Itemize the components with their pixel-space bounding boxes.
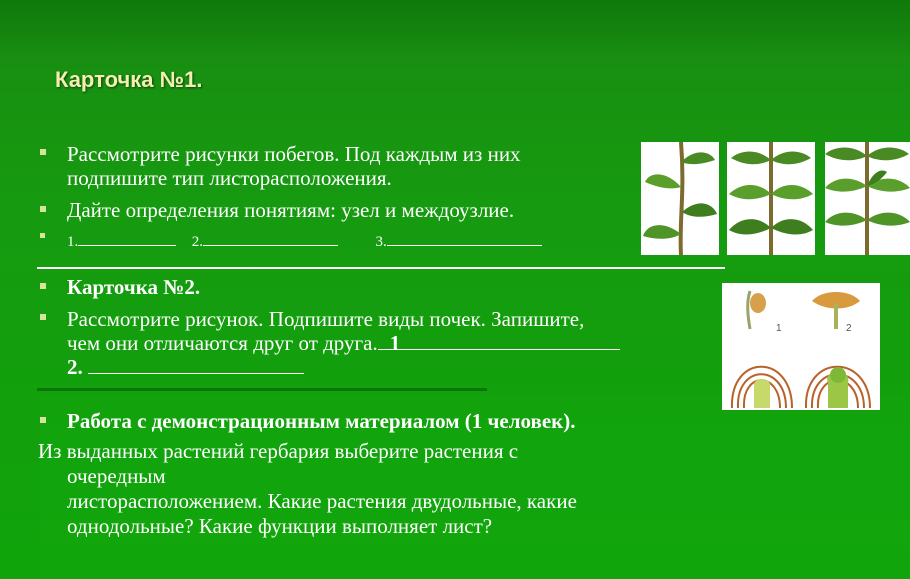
card2-line2 bbox=[67, 331, 620, 355]
square-bullet-icon bbox=[40, 314, 46, 320]
card1-item1-line2: подпишите тип листорасположения. bbox=[67, 166, 392, 190]
shoot-alternate-image bbox=[641, 142, 719, 255]
card1-item2: Дайте определения понятиям: узел и междоузлие. bbox=[67, 198, 515, 222]
answer-1-label: 1. bbox=[67, 234, 79, 250]
shoot-whorled-image bbox=[825, 142, 910, 255]
demo-line2: очередным bbox=[67, 464, 166, 488]
demo-line3: листорасположением. Какие растения двудольные, какие bbox=[67, 489, 577, 513]
demo-line4: однодольные? Какие функции выполняет лист? bbox=[67, 514, 493, 538]
answer-2-label: 2. bbox=[191, 234, 203, 250]
lower-divider bbox=[37, 388, 487, 391]
square-bullet-icon bbox=[40, 206, 46, 212]
card2-line1: Рассмотрите рисунок. Подпишите виды почек. Запишите, bbox=[67, 307, 585, 331]
demo-heading: Работа с демонстрационным материалом (1 человек). bbox=[67, 409, 576, 433]
divider-line bbox=[37, 267, 725, 269]
card2-title: Карточка №2. bbox=[67, 275, 201, 299]
card1-title: Карточка №1. bbox=[55, 67, 203, 92]
answer-3-label: 3. bbox=[375, 234, 387, 250]
square-bullet-icon bbox=[40, 149, 46, 155]
card1-item1-line1: Рассмотрите рисунки побегов. Под каждым из них bbox=[67, 142, 521, 166]
card2-answer1-label: 1 bbox=[389, 331, 401, 355]
card2-answer1-blank[interactable] bbox=[378, 331, 620, 355]
buds-diagram-image bbox=[722, 283, 880, 410]
card2-answer2-label: 2. bbox=[67, 355, 83, 379]
bud-label-2: 2 bbox=[846, 323, 852, 334]
square-bullet-icon bbox=[40, 417, 46, 423]
card1-answers bbox=[67, 227, 542, 254]
card2-answer2-blank[interactable] bbox=[88, 355, 304, 374]
shoot-opposite-image bbox=[727, 142, 815, 255]
bud-label-1: 1 bbox=[776, 323, 782, 334]
card2-line2-text: чем они отличаются друг от друга. bbox=[67, 331, 378, 355]
square-bullet-icon bbox=[40, 233, 45, 238]
demo-line1: Из выданных растений гербария выберите растения с bbox=[38, 439, 519, 463]
answer-2-blank[interactable] bbox=[203, 227, 338, 246]
answer-3-blank[interactable] bbox=[387, 227, 542, 246]
card2-line3 bbox=[67, 355, 304, 379]
top-band bbox=[0, 0, 910, 60]
answer-1-blank[interactable] bbox=[78, 227, 176, 246]
square-bullet-icon bbox=[40, 283, 46, 289]
